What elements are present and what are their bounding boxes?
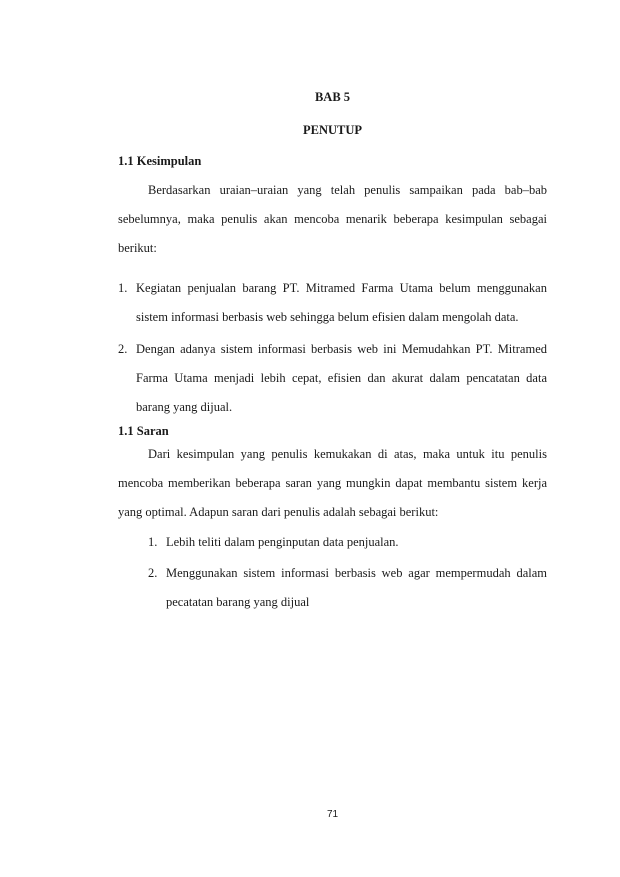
list-item-number: 2. [148, 566, 158, 580]
list-item [148, 528, 547, 557]
page-number: 71 [326, 809, 339, 820]
list-item [148, 559, 547, 617]
list-item [118, 274, 547, 332]
section-heading-saran: 1.1 Saran [118, 424, 169, 438]
chapter-subtitle: PENUTUP [302, 123, 363, 137]
saran-list [148, 528, 547, 617]
list-item-number: 2. [118, 342, 128, 356]
list-item-number: 1. [118, 281, 128, 295]
kesimpulan-intro-paragraph: Berdasarkan uraian–uraian yang telah penulis sampaikan pada bab–bab sebelumnya, maka penulis akan mencoba menarik beberapa kesimpulan sebagai berikut: [118, 183, 547, 255]
list-item-text: Menggunakan sistem informasi berbasis web agar mempermudah dalam pecatatan barang yang dijual [166, 566, 547, 609]
list-item-number: 1. [148, 535, 158, 549]
list-item-text: Lebih teliti dalam penginputan data penjualan. [166, 535, 399, 549]
saran-intro-paragraph: Dari kesimpulan yang penulis kemukakan di atas, maka untuk itu penulis mencoba memberikan beberapa saran yang mungkin dapat membantu sistem kerja yang optimal. Adapun saran dari penulis adalah sebagai berikut: [118, 447, 547, 519]
section-heading-kesimpulan: 1.1 Kesimpulan [118, 154, 202, 168]
list-item [118, 335, 547, 422]
list-item-text: Dengan adanya sistem informasi berbasis web ini Memudahkan PT. Mitramed Farma Utama menjadi lebih cepat, efisien dan akurat dalam pencatatan data barang yang dijual. [136, 342, 547, 414]
kesimpulan-list [118, 274, 547, 422]
chapter-title: BAB 5 [314, 90, 351, 104]
list-item-text: Kegiatan penjualan barang PT. Mitramed Farma Utama belum menggunakan sistem informasi berbasis web sehingga belum efisien dalam mengolah data. [136, 281, 547, 324]
